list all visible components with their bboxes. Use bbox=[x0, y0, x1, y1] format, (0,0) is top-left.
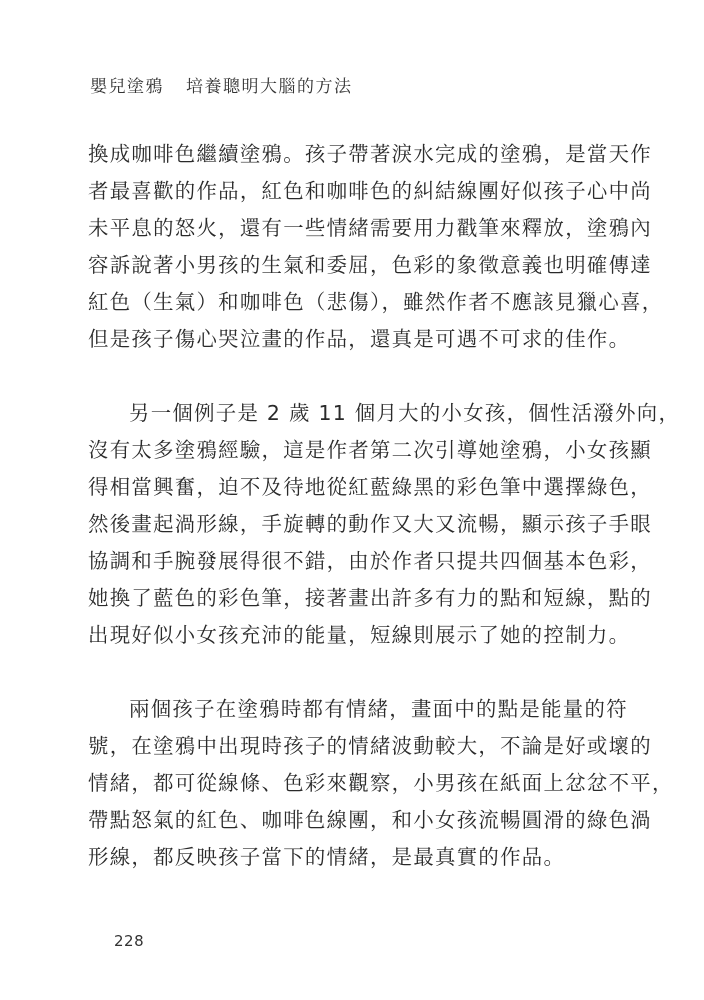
page-number: 228 bbox=[114, 932, 145, 950]
text-line: 者最喜歡的作品，紅色和咖啡色的糾結線團好似孩子心中尚 bbox=[88, 179, 652, 203]
text-line: 她換了藍色的彩色筆，接著畫出許多有力的點和短線，點的 bbox=[88, 586, 652, 610]
text-line: 未平息的怒火，還有一些情緒需要用力戳筆來釋放，塗鴉內 bbox=[88, 216, 652, 240]
text-line: 容訴說著小男孩的生氣和委屈，色彩的象徵意義也明確傳達 bbox=[88, 253, 652, 277]
text-line: 帶點怒氣的紅色、咖啡色線團，和小女孩流暢圓滑的綠色渦 bbox=[88, 808, 652, 832]
paragraph-gap bbox=[88, 654, 618, 691]
text-line: 然後畫起渦形線，手旋轉的動作又大又流暢，顯示孩子手眼 bbox=[88, 512, 652, 536]
text-line: 協調和手腕發展得很不錯，由於作者只提共四個基本色彩， bbox=[88, 549, 652, 573]
text-line: 換成咖啡色繼續塗鴉。孩子帶著淚水完成的塗鴉，是當天作 bbox=[88, 142, 652, 166]
text-line: 出現好似小女孩充沛的能量，短線則展示了她的控制力。 bbox=[88, 623, 631, 647]
paragraph-1 bbox=[88, 136, 664, 358]
paragraph-3 bbox=[88, 691, 674, 876]
text-line-indented: 另一個例子是 2 歲 11 個月大的小女孩，個性活潑外向， bbox=[129, 401, 681, 425]
paragraph-gap bbox=[88, 358, 618, 395]
body-text bbox=[88, 136, 681, 876]
running-header bbox=[90, 76, 353, 98]
text-line: 情緒，都可從線條、色彩來觀察，小男孩在紙面上忿忿不平， bbox=[88, 771, 674, 795]
book-subtitle: 培養聰明大腦的方法 bbox=[186, 77, 353, 97]
text-line: 沒有太多塗鴉經驗，這是作者第二次引導她塗鴉，小女孩顯 bbox=[88, 438, 652, 462]
paragraph-2 bbox=[88, 395, 681, 654]
text-line: 紅色（生氣）和咖啡色（悲傷），雖然作者不應該見獵心喜， bbox=[88, 290, 664, 314]
text-line: 但是孩子傷心哭泣畫的作品，還真是可遇不可求的佳作。 bbox=[88, 327, 631, 351]
text-line: 號，在塗鴉中出現時孩子的情緒波動較大，不論是好或壞的 bbox=[88, 734, 652, 758]
text-line-indented: 兩個孩子在塗鴉時都有情緒，畫面中的點是能量的符 bbox=[129, 697, 628, 721]
text-line: 得相當興奮，迫不及待地從紅藍綠黑的彩色筆中選擇綠色， bbox=[88, 475, 652, 499]
text-line: 形線，都反映孩子當下的情緒，是最真實的作品。 bbox=[88, 845, 566, 869]
book-title: 嬰兒塗鴉 bbox=[90, 77, 164, 97]
